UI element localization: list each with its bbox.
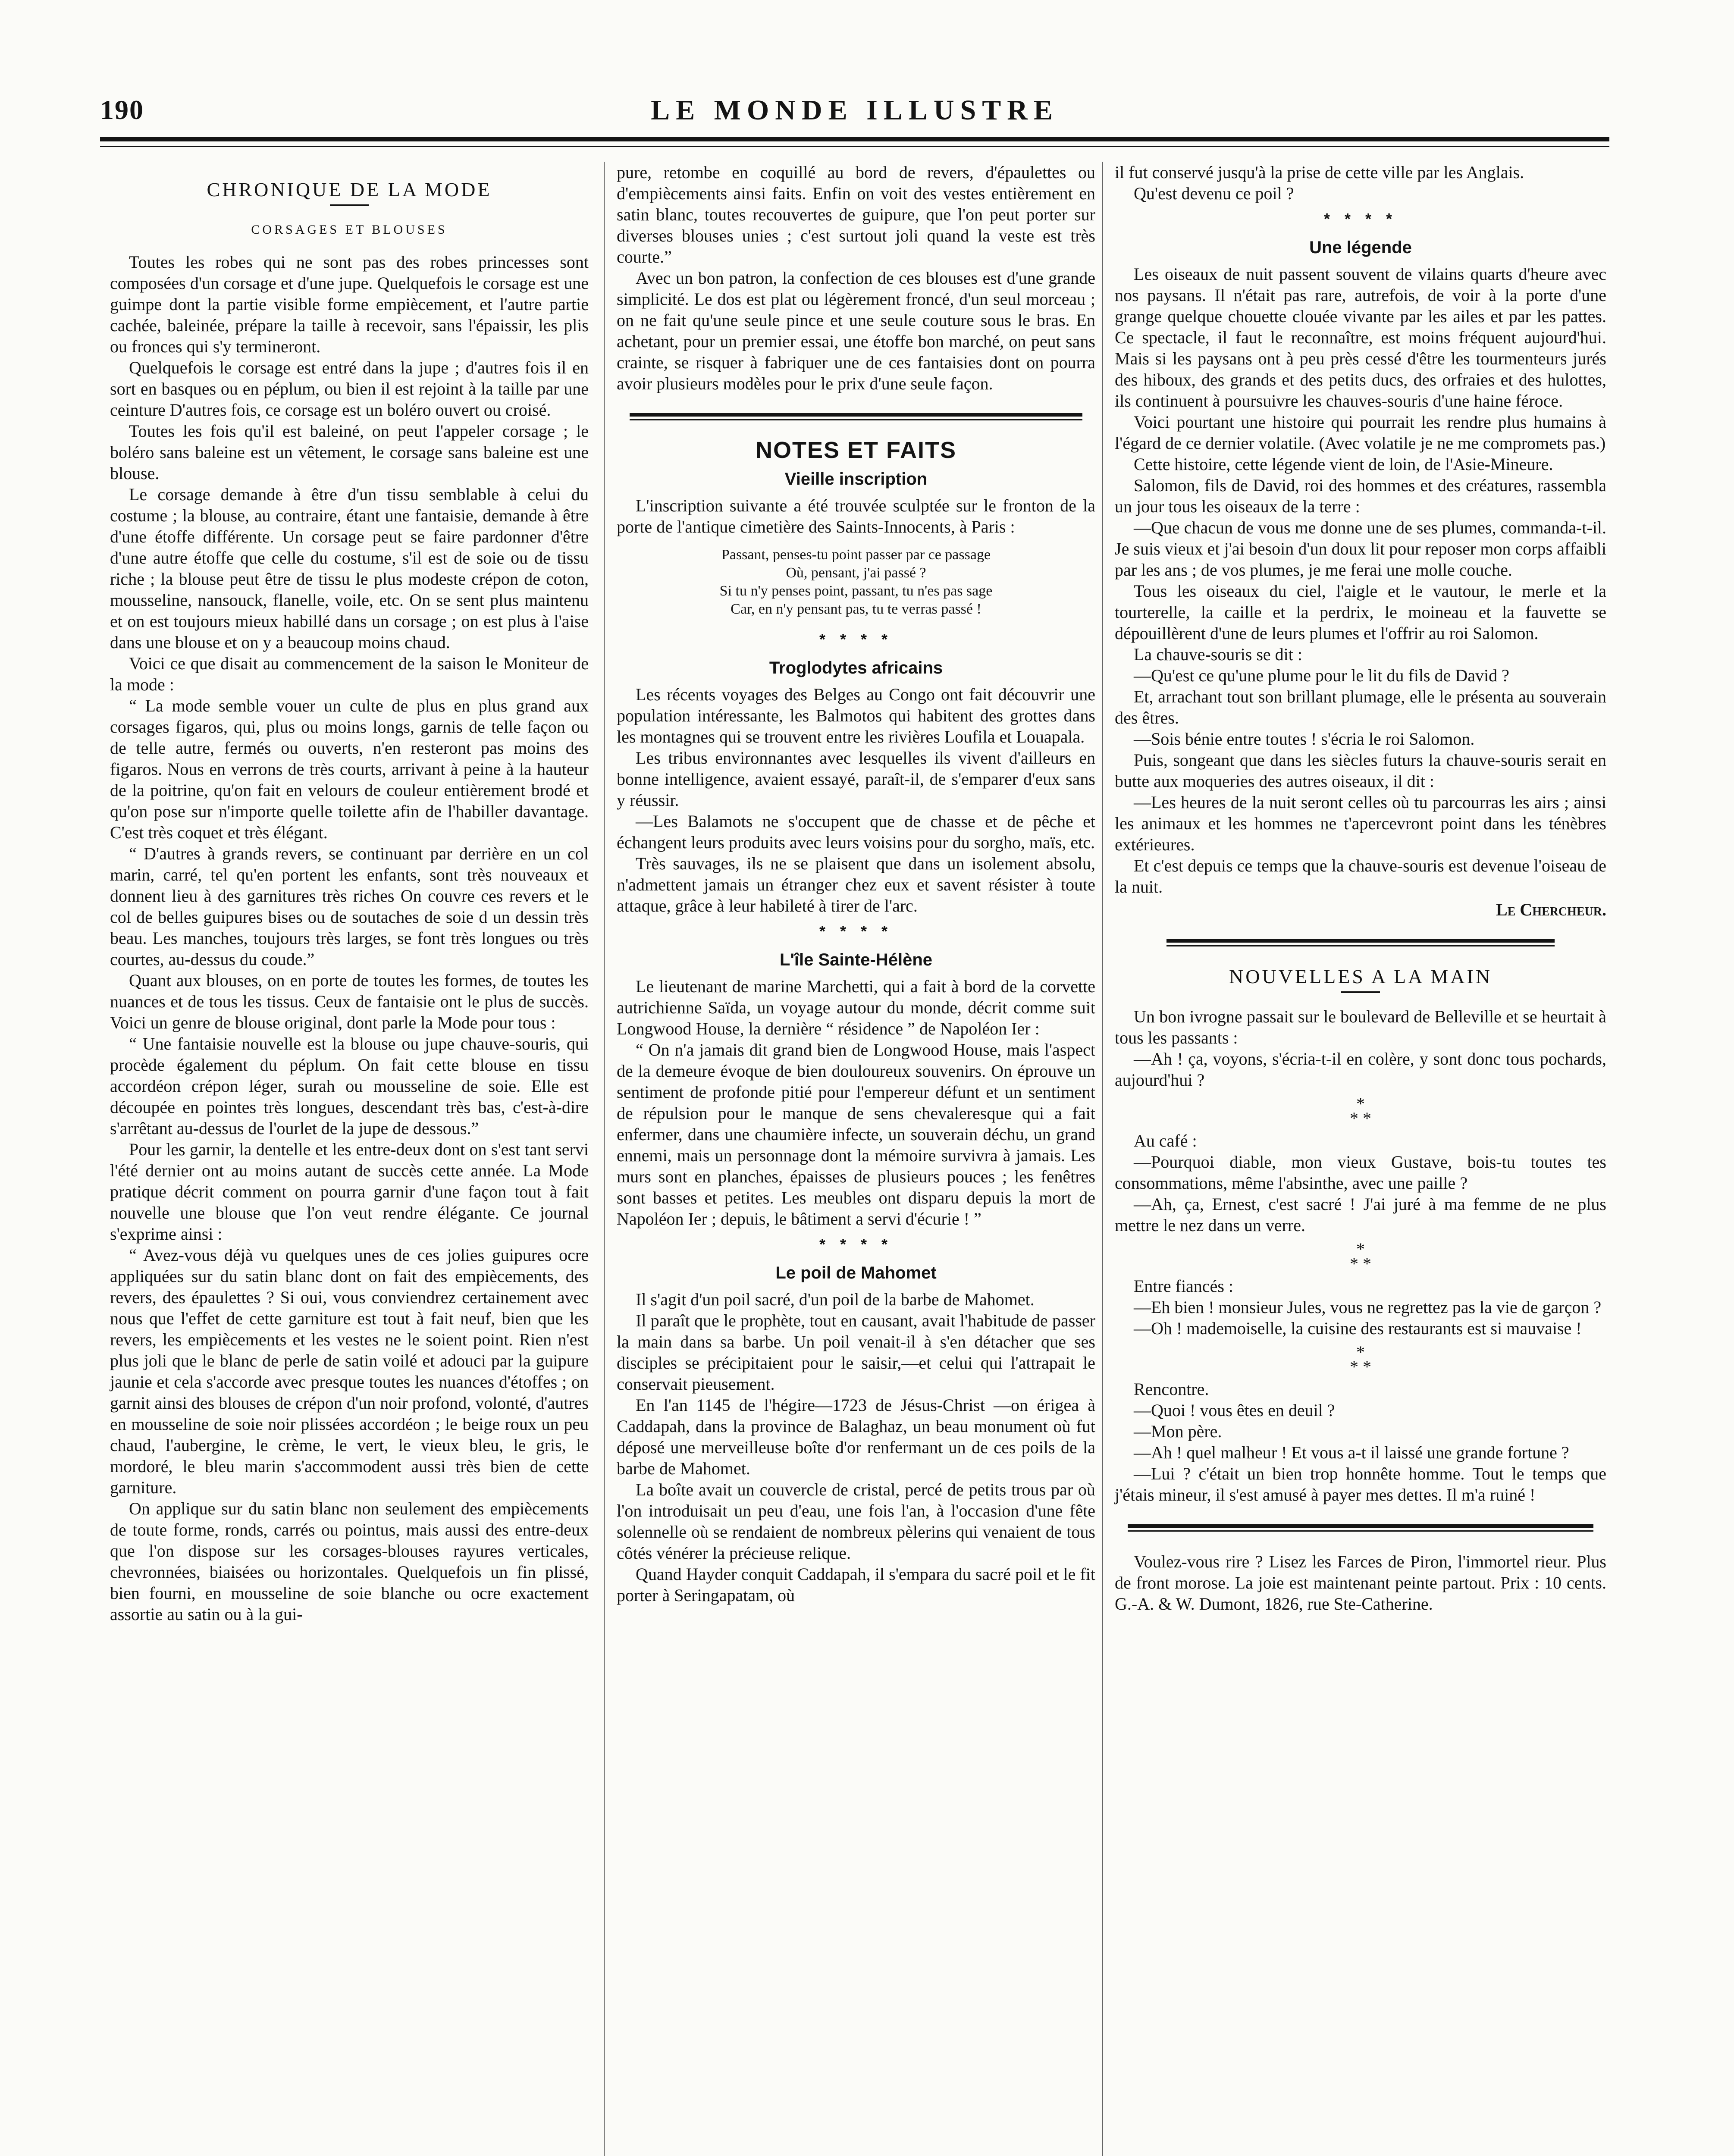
paragraph: Et, arrachant tout son brillant plumage, elle le présenta au souverain des êtres. [1115, 687, 1606, 727]
poil-de-mahomet-title: Le poil de Mahomet [775, 1263, 937, 1282]
paragraph: Quand Hayder conquit Caddapah, il s'empara du sacré poil et le fit porter à Seringapatam, où [617, 1564, 1095, 1605]
paragraph: Rencontre. [1134, 1379, 1209, 1399]
paragraph: Toutes les robes qui ne sont pas des robes princesses sont composées d'un corsage et d'une jupe. Quelquefois le corsage est une guimpe dont la partie visible forme empiècement, et l'autre partie cachée, baleinée, prépare la taille à recevoir, sans l'épaissir, les plis ou fronces qui s'y termineront. [110, 252, 589, 356]
paragraph: Voici pourtant une histoire qui pourrait les rendre plus humains à l'égard de ce dernier volatile. (Avec volatile je ne me compromets pas.) [1115, 412, 1606, 453]
inscription-poem [617, 546, 1095, 618]
paragraph: On applique sur du satin blanc non seulement des empiècements de toute forme, ronds, carrés ou pointus, mais aussi des entre-deux que l'on dispose sur les corsages-blouses rayures verticales, chevronnées, biaisées ou horizontales. Quelquefois un fin plissé, bien fourni, en mousseline de soie blanche ou ocre exactement assortie au satin ou à la gui- [110, 1499, 589, 1624]
stars-separator: * * * * [819, 922, 893, 940]
paragraph: il fut conservé jusqu'à la prise de cette ville par les Anglais. [1115, 163, 1524, 182]
asterism: * * * [1350, 1239, 1371, 1273]
section-rule [1166, 939, 1555, 949]
paragraph: Il s'agit d'un poil sacré, d'un poil de la barbe de Mahomet. [636, 1290, 1035, 1309]
paragraph: Cette histoire, cette légende vient de loin, de l'Asie-Mineure. [1134, 454, 1553, 474]
paragraph: La chauve-souris se dit : [1134, 645, 1302, 664]
paragraph: Au café : [1134, 1131, 1197, 1150]
author-signature: Le Chercheur. [1496, 900, 1606, 919]
page-header [100, 94, 1609, 137]
paragraph: Qu'est devenu ce poil ? [1134, 184, 1294, 203]
paragraph: “ Une fantaisie nouvelle est la blouse ou jupe chauve-souris, qui procède également du péplum. On fait cette blouse en tissu accordéon crépon léger, surah ou mousseline de soie. Elle est découpée en pointes très longues, descendant très bas, c'est-à-dire s'arrêtant au-dessus de l'ourlet de la jupe de dessous.” [110, 1034, 589, 1138]
paragraph: Les oiseaux de nuit passent souvent de vilains quarts d'heure avec nos paysans. Il n'était pas rare, autrefois, de voir à la porte d'une grange quelque chouette clouée vivante par les ailes et par les pattes. Ce spectacle, il faut le reconnaître, est moins fréquent aujourd'hui. Mais si les paysans ont à peu près cessé d'être les tourmenteurs jurés des hiboux, des grands et des petits ducs, des orfraies et des hulottes, ils continuent à poursuivre les chauves-souris d'une haine féroce. [1115, 264, 1606, 411]
paragraph: L'inscription suivante a été trouvée sculptée sur le fronton de la porte de l'antique cimetière des Saints-Innocents, à Paris : [617, 496, 1095, 536]
column-1 [110, 162, 589, 1625]
section-rule [1128, 1524, 1593, 1534]
paragraph: —Sois bénie entre toutes ! s'écria le roi Salomon. [1134, 729, 1475, 749]
paragraph: —Mon père. [1134, 1422, 1222, 1441]
notes-et-faits-title: NOTES ET FAITS [755, 437, 957, 463]
paragraph: —Qu'est ce qu'une plume pour le lit du fils de David ? [1134, 666, 1509, 685]
stars-separator: * * * * [1323, 210, 1398, 228]
paragraph: “ D'autres à grands revers, se continuant par derrière en un col marin, carré, tel qu'en portent les enfants, sont très nouveaux et donnent lieu à des garnitures très riches On couvre ces revers et le col de belles guipures bises ou de soutaches de soie d un dessin très beau. Les manches, toujours très larges, se font très longues ou très courtes, au-dessus du coude.” [110, 844, 589, 969]
running-title: LE MONDE ILLUSTRE [651, 94, 1059, 126]
paragraph: Entre fiancés : [1134, 1276, 1233, 1296]
column-3 [1115, 162, 1606, 1614]
paragraph: En l'an 1145 de l'hégire—1723 de Jésus-Christ —on érigea à Caddapah, dans la province de Balaghaz, un beau monument où fut déposé une merveilleuse boîte d'or renfermant un de ces poils de la barbe de Mahomet. [617, 1395, 1095, 1478]
section-rule [630, 413, 1082, 423]
asterism: * * * [1350, 1342, 1371, 1376]
paragraph: Voici ce que disait au commencement de la saison le Moniteur de la mode : [110, 654, 589, 694]
paragraph: —Quoi ! vous êtes en deuil ? [1134, 1401, 1335, 1420]
troglodytes-title: Troglodytes africains [769, 658, 943, 677]
column-divider [1102, 162, 1103, 2156]
title-rule [330, 204, 369, 206]
paragraph: Les tribus environnantes avec lesquelles ils vivent d'ailleurs en bonne intelligence, avaient essayé, paraît-il, de s'emparer d'eux sans y réussir. [617, 748, 1095, 810]
paragraph: Quant aux blouses, on en porte de toutes les formes, de toutes les nuances et de tous les tissus. Ceux de fantaisie ont le plus de succès. Voici un genre de blouse original, dont parle la Mode pour tous : [110, 971, 589, 1032]
stars-separator: * * * * [819, 1235, 893, 1253]
paragraph: —Pourquoi diable, mon vieux Gustave, bois-tu toutes tes consommations, même l'absinthe, avec une paille ? [1115, 1152, 1606, 1193]
poem-line: Si tu n'y penses point, passant, tu n'es pas sage [719, 583, 993, 599]
paragraph: Le lieutenant de marine Marchetti, qui a fait à bord de la corvette autrichienne Saïda, un voyage autour du monde, décrit comme suit Longwood House, la dernière “ résidence ” de Napoléon Ier : [617, 977, 1095, 1038]
paragraph: La boîte avait un couvercle de cristal, percé de petits trous par où l'on introduisait un peu d'eau, une fois l'an, à l'occasion d'une fête solennelle où se rendaient de nombreux pèlerins qui venaient de tous côtés vénérer la précieuse relique. [617, 1480, 1095, 1563]
asterism: * * * [1350, 1094, 1371, 1128]
poem-line: Car, en n'y pensant pas, tu te verras passé ! [731, 601, 981, 617]
vieille-inscription-title: Vieille inscription [784, 470, 928, 489]
paragraph: —Oh ! mademoiselle, la cuisine des restaurants est si mauvaise ! [1134, 1319, 1582, 1338]
paragraph: Il paraît que le prophète, tout en causant, avait l'habitude de passer la main dans sa barbe. Un poil venait-il à s'en détacher que ses disciples se précipitaient pour le saisir,—et celui qui l'attrapait le conservait pieusement. [617, 1311, 1095, 1394]
paragraph: Quelquefois le corsage est entré dans la jupe ; d'autres fois il en sort en basques ou en péplum, ou bien il est rejoint à la taille par une ceinture D'autres fois, ce corsage est un boléro ouvert ou croisé. [110, 358, 589, 420]
column-2 [617, 162, 1095, 1606]
header-rule [100, 137, 1609, 141]
advertisement: Voulez-vous rire ? Lisez les Farces de Piron, l'immortel rieur. Plus de front morose. La joie est maintenant peinte partout. Prix : 10 cents. G.-A. & W. Dumont, 1826, rue Ste-Catherine. [1115, 1552, 1606, 1614]
paragraph: Le corsage demande à être d'un tissu semblable à celui du costume ; la blouse, au contraire, étant une fantaisie, demande à être d'une étoffe différente. Un corsage peut se faire pardonner d'être d'une autre étoffe que celle du costume, s'il est de soie ou de tissu riche ; la blouse peut être de tissu le plus modeste crépon de coton, mousseline, nansouck, flanelle, voile, etc. On se sent plus maintenu et on est toujours mieux habillé dans un corsage ; on est plus à l'aise dans une blouse et on y a beaucoup moins chaud. [110, 485, 589, 652]
chronique-title: CHRONIQUE DE LA MODE [207, 179, 492, 201]
paragraph: Puis, songeant que dans les siècles futurs la chauve-souris serait en butte aux moqueries des autres oiseaux, il dit : [1115, 750, 1606, 791]
paragraph: Pour les garnir, la dentelle et les entre-deux dont on s'est tant servi l'été dernier ont au moins autant de succès cette année. La Mode pratique décrit comment on pourra garnir d'une façon tout à fait nouvelle une blouse que l'on veut rendre élégante. Ce journal s'exprime ainsi : [110, 1140, 589, 1244]
stars-separator: * * * * [819, 630, 893, 648]
paragraph: —Les heures de la nuit seront celles où tu parcourras les airs ; ainsi les animaux et les hommes ne t'apercevront point dans les ténèbres extérieures. [1115, 793, 1606, 854]
une-legende-title: Une légende [1309, 238, 1412, 257]
nouvelles-title: NOUVELLES A LA MAIN [1229, 965, 1492, 987]
chronique-subtitle: CORSAGES ET BLOUSES [251, 222, 448, 237]
paragraph: —Ah ! ça, voyons, s'écria-t-il en colère, y sont donc tous pochards, aujourd'hui ? [1115, 1049, 1606, 1090]
paragraph: —Les Balamots ne s'occupent que de chasse et de pêche et échangent leurs produits avec leurs voisins pour du sorgho, maïs, etc. [617, 812, 1095, 852]
paragraph: pure, retombe en coquillé au bord de revers, d'épaulettes ou d'empiècements ainsi faits. Enfin on voit des vestes entièrement en satin blanc, toutes recouvertes de guipure, que l'on peut porter sur diverses blouses unies ; c'est surtout joli quand la veste est très courte.” [617, 163, 1095, 266]
paragraph: Toutes les fois qu'il est baleiné, on peut l'appeler corsage ; le boléro sans baleine est un vêtement, le corsage sans baleine est une blouse. [110, 421, 589, 483]
paragraph: Salomon, fils de David, roi des hommes et des créatures, rassembla un jour tous les oiseaux de la terre : [1115, 476, 1606, 516]
paragraph: “ Avez-vous déjà vu quelques unes de ces jolies guipures ocre appliquées sur du satin blanc dont on fait des empiècements, des revers, des épaulettes ? Si oui, vous conviendrez certainement avec nous que l'effet de cette garniture est tout à fait neuf, bien que les revers, les empiècements et les vestes ne le soient point. Rien n'est plus joli que le blanc de perle de satin voilé et adouci par la guipure jaunie et cela s'accorde avec presque toutes les nuances d'étoffes ; on garnit ainsi des blouses de crépon d'un noir profond, volonté, d'autres en mousseline de soie noir plissées accordéon ; le beige roux un peu chaud, l'aubergine, le crème, le vert, le vieux bleu, le gris, le mordoré, le bleu marin s'accommodent aussi très bien de cette garniture. [110, 1245, 589, 1497]
paragraph: Et c'est depuis ce temps que la chauve-souris est devenue l'oiseau de la nuit. [1115, 856, 1606, 896]
page-number: 190 [100, 94, 144, 125]
paragraph: “ On n'a jamais dit grand bien de Longwood House, mais l'aspect de la demeure évoque de bien douloureux souvenirs. On éprouve un sentiment de profonde pitié pour l'empereur défunt et un sentiment de répulsion pour le manque de sens chevaleresque qui a fait enfermer, dans une chaumière infecte, un souverain déchu, un grand ennemi, mais un personnage dont la mémoire survivra à jamais. Les murs sont en planches, épaisses de plusieurs pouces ; les fenêtres sont basses et petites. Les meubles ont disparu depuis la mort de Napoléon Ier ; depuis, le bâtiment a servi d'écurie ! ” [617, 1040, 1095, 1228]
paragraph: Les récents voyages des Belges au Congo ont fait découvrir une population intéressante, les Balmotos qui habitent des grottes dans les montagnes qui se trouvent entre les rivières Loufila et Louapala. [617, 685, 1095, 746]
column-divider [604, 162, 605, 2156]
paragraph: Avec un bon patron, la confection de ces blouses est d'une grande simplicité. Le dos est plat ou légèrement froncé, d'un seul morceau ; on ne fait qu'une seule pince et une seule couture sous le bras. En achetant, pour un premier essai, une étoffe bon marché, on peut sans crainte, se risquer à fabriquer une de ces fantaisies dont on pourra avoir plusieurs modèles pour le prix d'une seule façon. [617, 268, 1095, 393]
paragraph: —Ah ! quel malheur ! Et vous a-t il laissé une grande fortune ? [1134, 1443, 1569, 1462]
paragraph: —Eh bien ! monsieur Jules, vous ne regrettez pas la vie de garçon ? [1134, 1297, 1602, 1317]
paragraph: Un bon ivrogne passait sur le boulevard de Belleville et se heurtait à tous les passants : [1115, 1007, 1606, 1047]
poem-line: Où, pensant, j'ai passé ? [786, 565, 926, 581]
paragraph: Tous les oiseaux du ciel, l'aigle et le vautour, le merle et la tourterelle, la caille et la perdrix, le moineau et la fauvette se dépouillèrent d'une de leurs plumes et l'offrir au roi Salomon. [1115, 581, 1606, 643]
poem-line: Passant, penses-tu point passer par ce passage [721, 547, 991, 563]
title-rule [1341, 991, 1380, 993]
paragraph: —Lui ? c'était un bien trop honnête homme. Tout le temps que j'étais mineur, il s'est amusé à payer mes dettes. Il m'a ruiné ! [1115, 1464, 1606, 1504]
sainte-helene-title: L'île Sainte-Hélène [779, 950, 933, 969]
header-rule-thin [100, 146, 1609, 147]
paragraph: “ La mode semble vouer un culte de plus en plus grand aux corsages figaros, qui, plus ou moins longs, garnis de telle façon ou de telle autre, fermés ou ouverts, n'en resteront pas moins des figaros. Nous en verrons de très courts, arrivant à peine à la hauteur de la poitrine, qu'on fait en velours de couleur entièrement brodé et qu'on pose sur n'importe quelle toilette afin de l'habiller davantage. C'est très coquet et très élégant. [110, 696, 589, 842]
paragraph: —Que chacun de vous me donne une de ses plumes, commanda-t-il. Je suis vieux et j'ai besoin d'un doux lit pour reposer mon corps affaibli par les ans ; de vos plumes, je me ferai une molle couche. [1115, 518, 1606, 580]
paragraph: Très sauvages, ils ne se plaisent que dans un isolement absolu, n'admettent jamais un étranger chez eux et savent résister à toute attaque, grâce à leur habileté à tirer de l'arc. [617, 854, 1095, 915]
paragraph: —Ah, ça, Ernest, c'est sacré ! J'ai juré à ma femme de ne plus mettre le nez dans un verre. [1115, 1194, 1606, 1235]
